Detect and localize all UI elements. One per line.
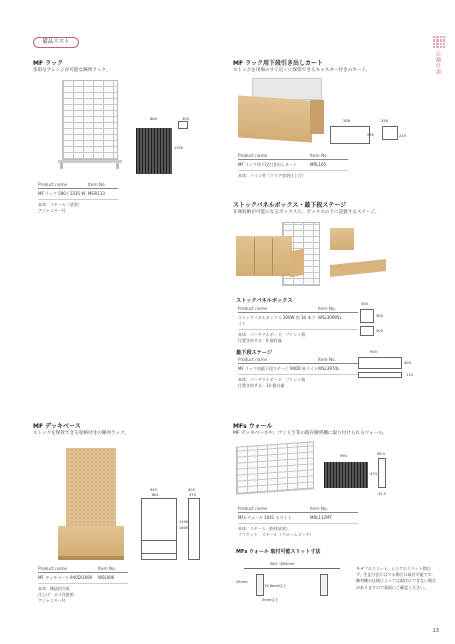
stock-box-dim-height: 300: [376, 329, 383, 333]
spec-note: 本体：スチール（粉体塗装）: [238, 526, 290, 531]
mf-rack-title: MF ラック: [33, 60, 64, 67]
slit-dim-left: 25mm: [236, 580, 248, 584]
row-name: MF デッキベース 940D/1690: [38, 575, 93, 580]
mf-rack-panel-drawing: [136, 128, 172, 174]
slit-dim-pitch: 584～850mm: [270, 562, 295, 566]
deck-base-dim-height2: 1600: [179, 526, 189, 530]
spec-note: 本体：パーチクルボード、プリント紙: [238, 377, 306, 382]
row-no: WSL30995L: [318, 315, 342, 320]
stock-box-dim-depth: 300: [376, 314, 383, 318]
col-no: Item No.: [88, 182, 106, 187]
row-name: MF ラック用最下段ステージ 900D 本ライト: [238, 366, 318, 371]
mfs-wall-dim-depth: 41.5: [378, 492, 387, 496]
spec-note: 仕上げ：ポリ化粧板: [38, 592, 74, 597]
deck-base-image: [58, 448, 124, 564]
stock-panel-title: ストックパネルボックス・最下段ステージ: [233, 202, 347, 209]
stock-box-front-drawing: [360, 326, 374, 336]
mfs-wall-side-drawing: [378, 458, 386, 488]
deck-base-dim-width2: 881: [152, 493, 159, 497]
deck-base-dim-depth2: 370: [189, 493, 196, 497]
stage-dim-height: 110: [406, 373, 413, 377]
mf-cart-desc: ストックを用場のすぐ近くに保管できるキャスター付きのカート。: [233, 68, 371, 73]
row-name: MFs ウォール 1041 ホワイト: [238, 515, 292, 520]
row-no: MRL105: [310, 162, 327, 167]
deck-base-dim-height: 1300: [179, 520, 189, 524]
col-no: Item No.: [318, 357, 336, 362]
side-tab: [433, 36, 447, 75]
slit-note: キザプルスリット、シングルスリット問わず、生記寸法にはマる場合は取付可能です。陳列棚の仕様によっては取付けできない場合がありますので事前にご確認ください。: [356, 566, 436, 590]
stage-front-drawing: [358, 372, 402, 378]
deck-base-spec: [38, 566, 128, 604]
col-name: Product name: [238, 306, 268, 311]
spec-note: アジャスター付: [38, 598, 66, 603]
stock-panel-desc: 在庫収納が可能になるボックスと、ボックスの下に設置するステージ。: [233, 210, 380, 215]
col-name: Product name: [238, 357, 268, 362]
mf-cart-image: [238, 78, 326, 144]
spec-note: 本体：スチール（塗装）: [38, 202, 82, 207]
section-tag: 備品リスト: [33, 37, 79, 48]
slit-dim-slot: 15.8mm以上: [264, 584, 287, 588]
mfs-wall-image: [236, 444, 316, 492]
mf-rack-spec: [38, 182, 118, 214]
row-no: MRL112MT: [310, 515, 332, 520]
stock-box-dim-width: 300: [361, 302, 368, 306]
spec-note: 仕置き的サポ：6 個付属: [238, 338, 282, 343]
spec-note: 本体：パーチクルボード、プリント紙: [238, 332, 306, 337]
mf-cart-side-drawing: [382, 126, 398, 140]
mf-cart-dim-height: 295: [367, 133, 374, 137]
mfs-wall-spec: [238, 506, 358, 538]
spec-note: 本体：構造用合板: [38, 586, 70, 591]
stage-image: [330, 259, 386, 277]
col-no: Item No.: [310, 153, 328, 158]
spec-note: 本体：パイン材（クリア塗装仕上げ）: [238, 173, 306, 178]
mfs-wall-front-drawing: [324, 462, 368, 488]
mf-cart-top-drawing: [330, 126, 370, 144]
deck-base-drawer-drawing: [141, 540, 177, 554]
stage-dim-width: 900: [370, 350, 377, 354]
page-number: 13: [432, 628, 439, 634]
col-no: Item No.: [318, 306, 336, 311]
mfs-wall-title: MFs ウォール: [233, 423, 273, 430]
deck-base-title: MF デッキベース: [33, 423, 81, 430]
slit-title: MFs ウォール 取付可能スリット寸法: [236, 549, 321, 555]
stage-dim-depth: 300: [404, 361, 411, 365]
row-name: ストックパネルボックス 300W 用 30 本ライト: [238, 315, 316, 326]
side-tab-label: 店舗什器: [435, 51, 441, 75]
stock-panel-image: [234, 222, 320, 286]
mf-rack-dim-width: 660: [150, 117, 157, 121]
col-name: Product name: [38, 566, 68, 571]
row-no: MGR113: [88, 191, 105, 196]
stock-box-image: [330, 228, 354, 250]
mfs-wall-dim-width: 990: [340, 454, 347, 458]
mf-cart-dim-depth: 258: [381, 119, 388, 123]
deck-base-dim-depth: 400: [188, 488, 195, 492]
col-no: Item No.: [310, 506, 328, 511]
col-name: Product name: [238, 506, 268, 511]
mf-cart-spec: [238, 153, 348, 179]
stock-box-spec: [238, 306, 358, 344]
col-no: Item No.: [98, 566, 116, 571]
deck-base-side-drawing: [188, 498, 200, 560]
spec-note: アジャスター付: [38, 208, 66, 213]
row-name: MF ラック用下段引き出しカート: [238, 162, 297, 167]
slit-dim-bottom: 5mm以上: [262, 598, 279, 602]
mfs-wall-dim-height: 474: [370, 472, 377, 476]
mfs-wall-desc: MF デッキベースや、ゴンドラ等の既存陳列棚に取り付けられるウォール。: [233, 431, 388, 436]
row-no: WSL096: [98, 575, 115, 580]
col-name: Product name: [238, 153, 268, 158]
col-name: Product name: [38, 182, 68, 187]
mfs-wall-dim-top: 58.5: [377, 452, 386, 456]
mf-cart-dim-depth2: 219: [399, 134, 406, 138]
row-name: MF ラック 590 / 1335 W: [38, 191, 86, 196]
stage-spec: [238, 357, 358, 389]
mf-rack-image: [58, 80, 122, 172]
mf-rack-desc: 多彩なアレンジが可能な陳列ラック。: [33, 68, 111, 73]
mf-rack-side-drawing: [178, 121, 188, 129]
stock-box-top-drawing: [360, 309, 374, 323]
deck-base-dim-width: 940: [150, 488, 157, 492]
mf-rack-dim-depth: 300: [182, 117, 189, 121]
spec-note: ブラケット：スチール（クロームメッキ）: [238, 532, 314, 537]
spec-note: 仕置き的サポ：14 個付属: [238, 383, 285, 388]
mf-rack-dim-height: 1350: [174, 146, 184, 150]
mf-cart-dim-width: 288: [343, 119, 350, 123]
row-no: WSL3970L: [318, 366, 340, 371]
deck-base-desc: ストックを保管できる収納付きの陳列ラック。: [33, 431, 130, 436]
stock-box-title: ストックパネルボックス: [236, 298, 293, 304]
stage-top-drawing: [358, 357, 402, 369]
grid-icon: [433, 36, 445, 48]
stage-title: 最下段ステージ: [236, 350, 273, 356]
mf-cart-title: MF ラック用下段引き出しカート: [233, 60, 324, 67]
